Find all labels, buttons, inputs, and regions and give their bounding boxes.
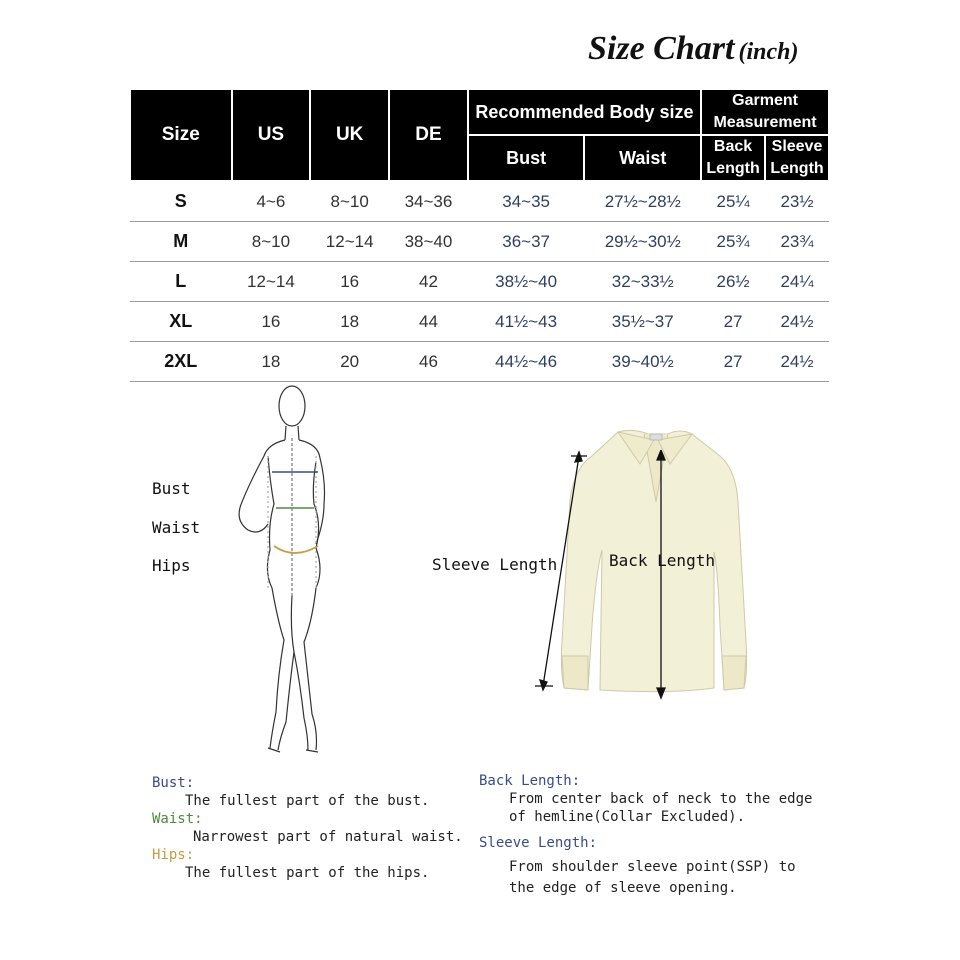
cell-de: 34~36	[389, 181, 468, 222]
figure-label-back-length: Back Length	[609, 551, 715, 570]
cell-uk: 16	[310, 262, 389, 302]
cell-bust: 34~35	[468, 181, 585, 222]
def-sleeve-line2: the edge of sleeve opening.	[509, 880, 737, 896]
def-hips-text: The fullest part of the hips.	[185, 865, 430, 881]
table-row	[130, 262, 829, 302]
cell-bust: 38½~40	[468, 262, 585, 302]
def-back-heading: Back Length:	[479, 773, 581, 789]
header-us: US	[232, 89, 311, 181]
cell-waist: 35½~37	[584, 302, 701, 342]
cell-waist: 32~33½	[584, 262, 701, 302]
cell-de: 38~40	[389, 222, 468, 262]
cell-uk: 8~10	[310, 181, 389, 222]
cell-back: 27	[701, 302, 765, 342]
def-waist-heading: Waist:	[152, 811, 203, 827]
def-sleeve-line1: From shoulder sleeve point(SSP) to	[509, 859, 796, 875]
cell-waist: 29½~30½	[584, 222, 701, 262]
figure-label-sleeve-length: Sleeve Length	[432, 555, 558, 574]
table-row	[130, 181, 829, 222]
def-waist-text: Narrowest part of natural waist.	[193, 829, 463, 845]
cell-uk: 12~14	[310, 222, 389, 262]
cell-back: 26½	[701, 262, 765, 302]
figure-label-waist: Waist	[152, 518, 201, 537]
table-row	[130, 222, 829, 262]
cell-sleeve: 23½	[765, 181, 829, 222]
cell-size: L	[130, 262, 232, 302]
title-unit: (inch)	[738, 39, 799, 65]
cell-us: 18	[232, 342, 311, 382]
measure-arrow-icon	[535, 450, 695, 700]
definitions-right	[479, 772, 812, 897]
cell-back: 25¾	[701, 222, 765, 262]
cell-uk: 18	[310, 302, 389, 342]
header-uk: UK	[310, 89, 389, 181]
cell-uk: 20	[310, 342, 389, 382]
title-main: Size Chart	[588, 30, 735, 67]
cell-us: 4~6	[232, 181, 311, 222]
cell-bust: 41½~43	[468, 302, 585, 342]
cell-size: M	[130, 222, 232, 262]
fashion-figure-illustration	[220, 382, 350, 767]
header-sleeve-length: Sleeve Length	[765, 135, 829, 181]
def-back-line1: From center back of neck to the edge	[509, 791, 813, 807]
cell-bust: 36~37	[468, 222, 585, 262]
cell-de: 46	[389, 342, 468, 382]
cell-size: 2XL	[130, 342, 232, 382]
cell-us: 12~14	[232, 262, 311, 302]
header-size: Size	[130, 89, 232, 181]
def-hips-heading: Hips:	[152, 847, 195, 863]
def-sleeve-heading: Sleeve Length:	[479, 835, 598, 851]
cell-sleeve: 24½	[765, 302, 829, 342]
header-garment: Garment Measurement	[701, 89, 829, 135]
header-de: DE	[389, 89, 468, 181]
figure-label-hips: Hips	[152, 556, 191, 575]
cell-sleeve: 24¼	[765, 262, 829, 302]
definitions-left	[152, 774, 463, 882]
cell-bust: 44½~46	[468, 342, 585, 382]
cell-size: S	[130, 181, 232, 222]
cell-waist: 27½~28½	[584, 181, 701, 222]
figure-label-bust: Bust	[152, 479, 191, 498]
cell-us: 16	[232, 302, 311, 342]
cell-size: XL	[130, 302, 232, 342]
header-bust: Bust	[468, 135, 585, 181]
size-table	[129, 88, 830, 382]
chart-title	[588, 30, 798, 68]
cell-sleeve: 23¾	[765, 222, 829, 262]
def-bust-text: The fullest part of the bust.	[185, 793, 430, 809]
cell-de: 42	[389, 262, 468, 302]
header-back-length: Back Length	[701, 135, 765, 181]
table-row	[130, 302, 829, 342]
cell-back: 27	[701, 342, 765, 382]
cell-de: 44	[389, 302, 468, 342]
header-recommended: Recommended Body size	[468, 89, 701, 135]
table-row	[130, 342, 829, 382]
def-bust-heading: Bust:	[152, 775, 195, 791]
header-waist: Waist	[584, 135, 701, 181]
def-back-line2: of hemline(Collar Excluded).	[509, 809, 746, 825]
cell-waist: 39~40½	[584, 342, 701, 382]
cell-us: 8~10	[232, 222, 311, 262]
cell-sleeve: 24½	[765, 342, 829, 382]
cell-back: 25¼	[701, 181, 765, 222]
